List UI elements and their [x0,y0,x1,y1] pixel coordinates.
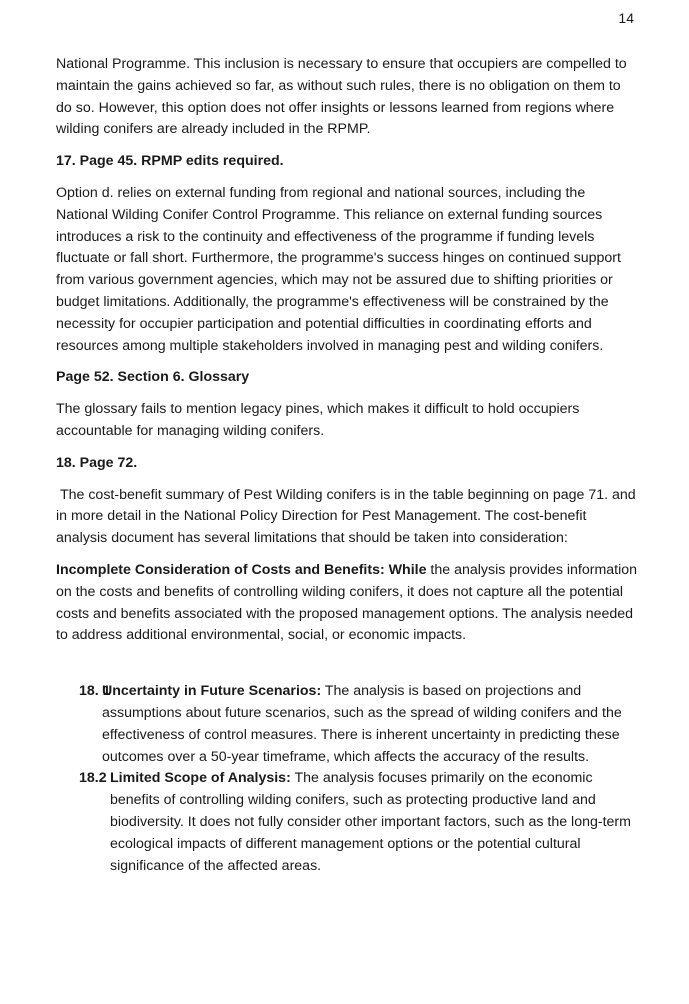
list-item-title: Uncertainty in Future Scenarios: [102,683,322,700]
heading-18: 18. Page 72. [56,454,138,471]
document-body [56,54,638,877]
paragraph-incomplete-consideration [56,560,638,647]
paragraph-national-programme: National Programme. This inclusion is necessary to ensure that occupiers are compelled to maintain the gains achieved so far, as without such rules, there is no obligation on them to do so. However, this option does not offer insights or lessons learned from regions where wilding conifers are already included in the RPMP. [56,56,627,138]
heading-glossary: Page 52. Section 6. Glossary [56,369,250,386]
list-item-text: The analysis focuses primarily on the economic benefits of controlling wilding conifers, such as protecting productive land and biodiversity. It does not fully consider other important factors, such as the long-term ecological impacts of different management options or the potential cultural significance of the affected areas. [110,770,631,874]
incomplete-consideration-text: the analysis provides information on the costs and benefits of controlling wilding conifers, it does not capture all the potential costs and benefits associated with the proposed management options. The analysis needed to address additional environmental, social, or economic impacts. [56,561,638,644]
page-number: 14 [618,10,634,26]
heading-17: 17. Page 45. RPMP edits required. [56,153,284,170]
list-item [56,768,638,877]
paragraph-option-d: Option d. relies on external funding from regional and national sources, including the National Wilding Conifer Control Programme. This reliance on external funding sources introduces a risk to the continuity and effectiveness of the programme if funding levels fluctuate or fall short. Furthermore, the programme's success hinges on continued support from various government agencies, which may not be assured due to shifting priorities or budget limitations. Additionally, the programme's effectiveness will be constrained by the necessity for occupier participation and potential difficulties in coordinating efforts and resources among multiple stakeholders involved in managing pest and wilding conifers. [56,184,621,354]
list-item [56,681,638,768]
incomplete-consideration-label: Incomplete Consideration of Costs and Benefits: While [56,561,427,578]
paragraph-cost-benefit: The cost-benefit summary of Pest Wilding conifers is in the table beginning on page 71. and in more detail in the National Policy Direction for Pest Management. The cost-benefit analysis document has several limitations that should be taken into consideration: [56,486,640,547]
paragraph-glossary: The glossary fails to mention legacy pines, which makes it difficult to hold occupiers accountable for managing wilding conifers. [56,401,580,439]
list-item-number: 18.2 [79,770,107,787]
list-item-text: The analysis is based on projections and assumptions about future scenarios, such as the spread of wilding conifers and the effectiveness of control measures. There is inherent uncertainty in predicting these outcomes over a 50-year timeframe, which affects the accuracy of the results. [102,683,622,765]
limitations-list [56,681,638,877]
list-item-title: Limited Scope of Analysis: [110,770,291,787]
list-item-number: 18. 1 [79,683,111,700]
